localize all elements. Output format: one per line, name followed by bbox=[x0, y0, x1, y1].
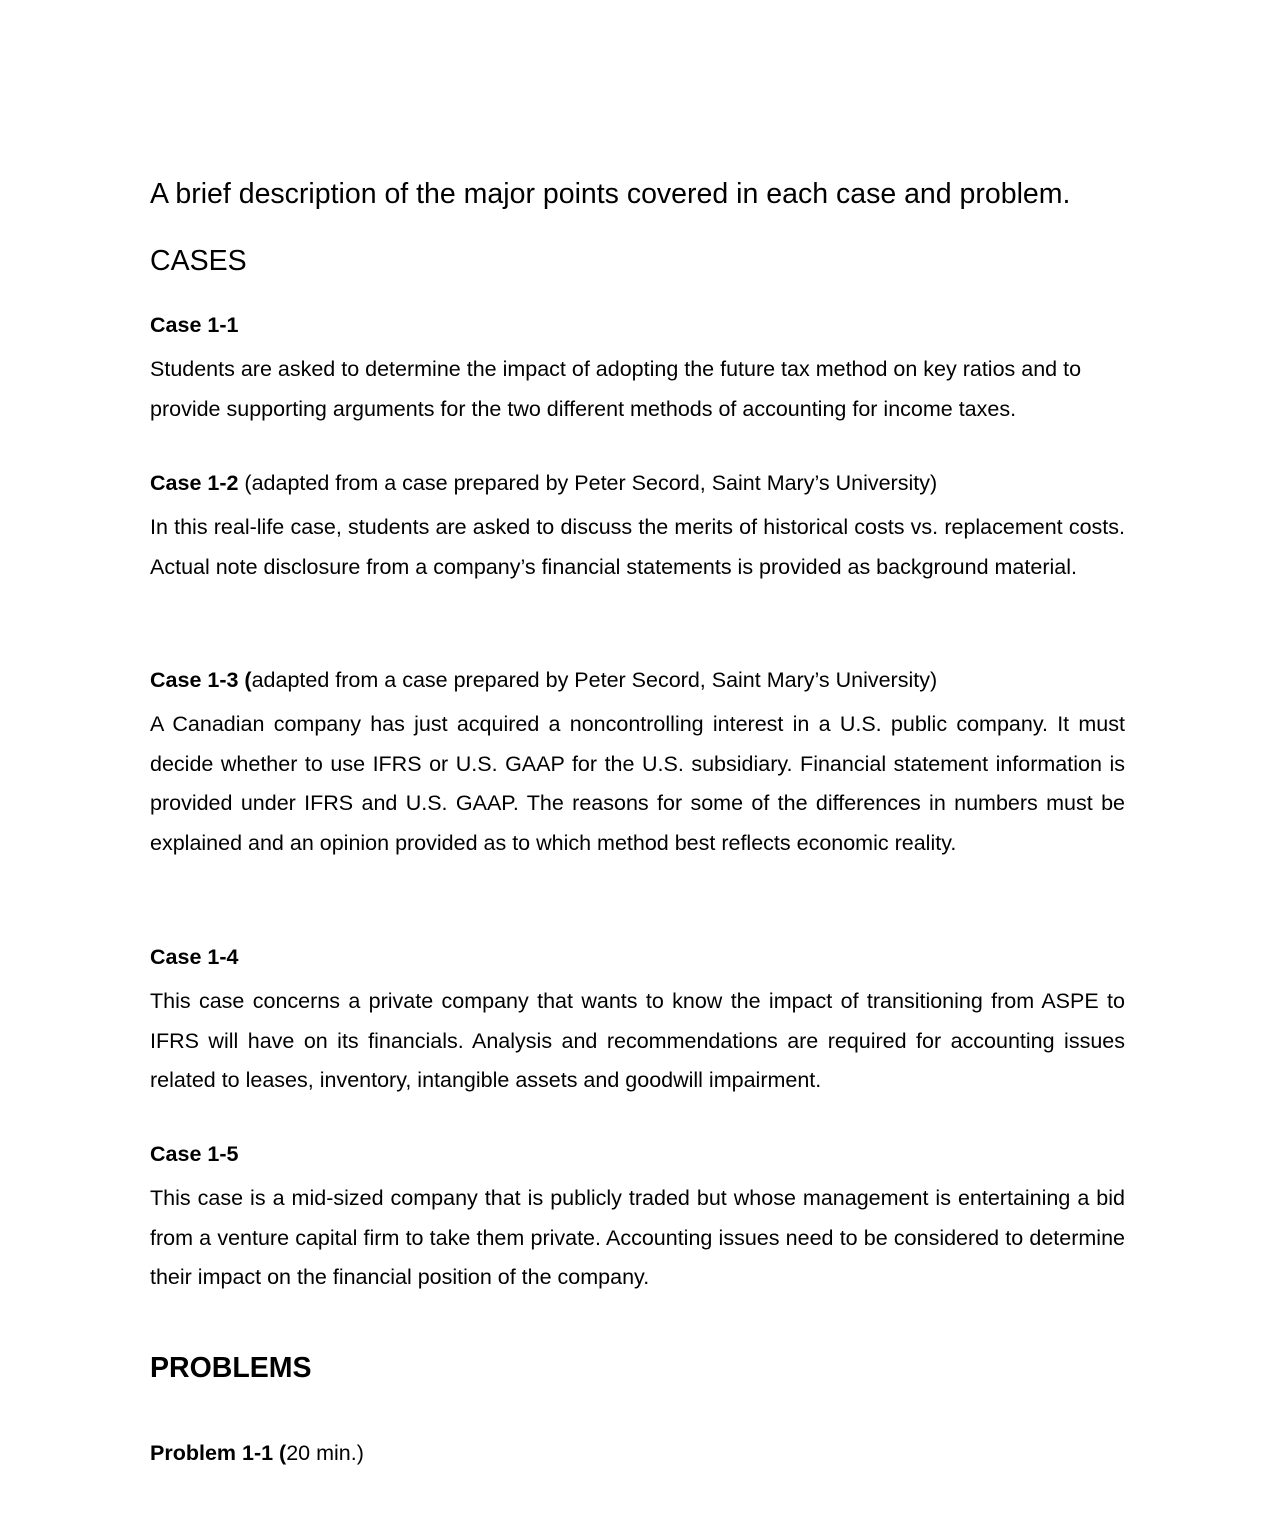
case-1-1 bbox=[150, 311, 1125, 429]
case-label: Case 1-5 bbox=[150, 1142, 239, 1166]
case-description: A Canadian company has just acquired a noncontrolling interest in a U.S. public company. It must decide whether to use IFRS or U.S. GAAP for the U.S. subsidiary. Financial statement information is provided under IFRS and U.S. GAAP. The reasons for some of the differences in numbers must be explained and an opinion provided as to which method best reflects economic reality. bbox=[150, 712, 1125, 855]
case-title bbox=[150, 311, 1125, 339]
case-1-4 bbox=[150, 943, 1125, 1101]
case-label: Case 1-4 bbox=[150, 945, 239, 969]
case-label: Case 1-1 bbox=[150, 313, 239, 337]
problem-note: 20 min.) bbox=[286, 1441, 364, 1465]
problems-heading: PROBLEMS bbox=[150, 1352, 312, 1384]
case-description: This case concerns a private company that wants to know the impact of transitioning from ASPE to IFRS will have on its financials. Analysis and recommendations are required for accounting issues related to leases, inventory, intangible assets and goodwill impairment. bbox=[150, 989, 1125, 1092]
cases-heading: CASES bbox=[150, 245, 247, 277]
problem-1-1 bbox=[150, 1439, 364, 1467]
case-label: Case 1-3 ( bbox=[150, 668, 252, 692]
case-description: Students are asked to determine the impact of adopting the future tax method on key ratios and to provide supporting arguments for the two different methods of accounting for income taxes. bbox=[150, 357, 1082, 421]
case-title bbox=[150, 943, 1125, 971]
case-description: This case is a mid-sized company that is publicly traded but whose management is entertaining a bid from a venture capital firm to take them private. Accounting issues need to be considered to determine their impact on the financial position of the company. bbox=[150, 1186, 1125, 1289]
problem-label: Problem 1-1 ( bbox=[150, 1441, 287, 1465]
case-1-5 bbox=[150, 1140, 1125, 1298]
case-1-3 bbox=[150, 666, 1125, 863]
case-title bbox=[150, 666, 1125, 694]
case-title bbox=[150, 1140, 1125, 1168]
intro-text: A brief description of the major points covered in each case and problem. bbox=[150, 178, 1071, 210]
case-title bbox=[150, 469, 1125, 497]
case-note: adapted from a case prepared by Peter Secord, Saint Mary’s University) bbox=[251, 668, 938, 692]
case-note: (adapted from a case prepared by Peter Secord, Saint Mary’s University) bbox=[238, 471, 938, 495]
case-label: Case 1-2 bbox=[150, 471, 239, 495]
case-description: In this real-life case, students are asked to discuss the merits of historical costs vs. replacement costs. Actual note disclosure from a company’s financial statements is provided as background material. bbox=[150, 515, 1125, 579]
case-1-2 bbox=[150, 469, 1125, 587]
